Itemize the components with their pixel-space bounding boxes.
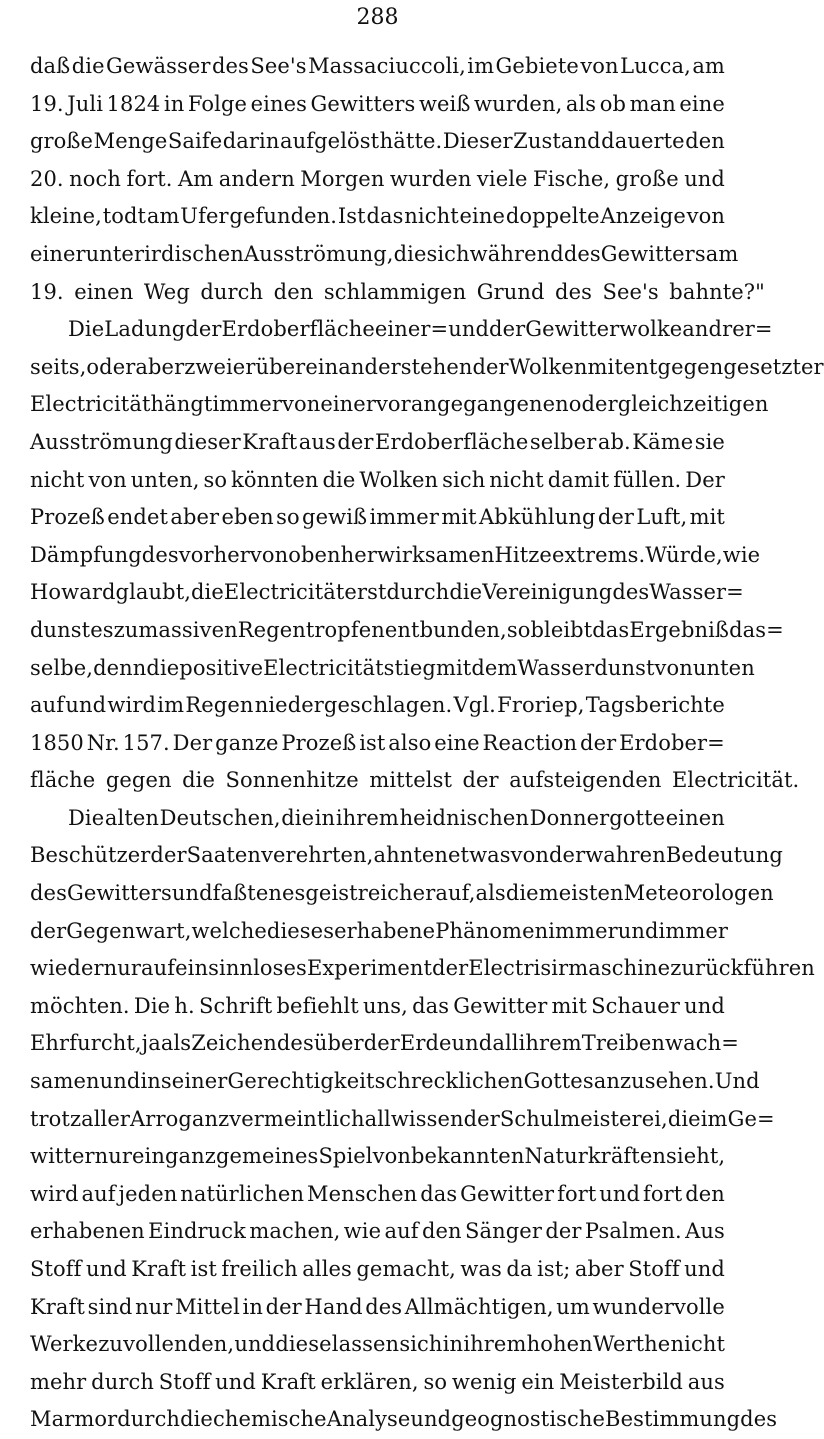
text-line: Werke zu vollenden, und diese lassen sich in ihrem hohen Werthe nicht <box>30 1332 725 1357</box>
text-line: samen und in seiner Gerechtigkeit schrecklichen Gottes anzusehen. Und <box>30 1069 760 1094</box>
text-line: Kraft sind nur Mittel in der Hand des Allmächtigen, um wundervolle <box>30 1294 725 1319</box>
text-line: dunstes zu massiven Regentropfen entbunden, so bleibt das Ergebniß das= <box>30 617 784 642</box>
text-line: 1850 Nr. 157. Der ganze Prozeß ist also eine Reaction der Erdober= <box>30 730 725 755</box>
text-line: fläche gegen die Sonnenhitze mittelst der aufsteigenden Electricität. <box>30 768 800 793</box>
text-line: Beschützer der Saaten verehrten, ahnten etwas von der wahren Bedeutung <box>30 843 783 868</box>
text-line: große Menge Saife darin aufgelöst hätte. Dieser Zustand dauerte den <box>30 129 725 154</box>
text-line: daß die Gewässer des See's Massaciuccoli, im Gebiete von Lucca, am <box>30 54 725 78</box>
text-line: nicht von unten, so könnten die Wolken sich nicht damit füllen. Der <box>30 467 725 492</box>
text-line: 20. noch fort. Am andern Morgen wurden viele Fische, große und <box>30 166 725 191</box>
text-line: einer unterirdischen Ausströmung, die sich während des Gewitters am <box>30 241 739 266</box>
text-line: witter nur ein ganz gemeines Spiel von bekannten Naturkräften sieht, <box>30 1144 726 1169</box>
text-line: Howard glaubt, die Electricität erst durch die Vereinigung des Wasser= <box>30 580 744 605</box>
text-line: Marmor durch die chemische Analyse und geognostische Bestimmung des <box>30 1407 778 1432</box>
text-line: Dämpfung des vorher von oben her wirksamen Hitzeextrems. Würde, wie <box>30 542 761 567</box>
text-line: 19. einen Weg durch den schlammigen Grund des See's bahnte?" <box>30 279 765 304</box>
text-line: 19. Juli 1824 in Folge eines Gewitters weiß wurden, als ob man eine <box>30 91 725 116</box>
text-line: seits, oder aber zweier über einander stehender Wolken mit entgegengesetzter <box>30 354 824 379</box>
text-line: des Gewitters und faßten es geistreicher auf, als die meisten Meteorologen <box>30 881 774 906</box>
text-line: Ausströmung dieser Kraft aus der Erdoberfläche selber ab. Käme sie <box>30 429 725 454</box>
text-line: der Gegenwart, welche dieses erhabene Phänomen immer und immer <box>30 918 729 943</box>
text-line: Die Ladung der Erdoberfläche einer= und der Gewitterwolke andrer= <box>68 317 773 342</box>
text-line: kleine, todt am Ufer gefunden. Ist das nicht eine doppelte Anzeige von <box>30 204 725 229</box>
text-line: mehr durch Stoff und Kraft erklären, so wenig ein Meisterbild aus <box>30 1369 725 1394</box>
text-line: Stoff und Kraft ist freilich alles gemacht, was da ist; aber Stoff und <box>30 1257 725 1281</box>
text-line: wieder nur auf ein sinnloses Experiment der Electrisirmaschine zurückführen <box>30 956 815 981</box>
text-line: trotz aller Arroganz vermeintlich allwissender Schulmeisterei, die im Ge= <box>30 1106 775 1131</box>
text-line: möchten. Die h. Schrift befiehlt uns, das Gewitter mit Schauer und <box>30 993 725 1018</box>
text-line: Ehrfurcht, ja als Zeichen des über der Erde und all ihrem Treiben wach= <box>30 1031 739 1056</box>
body-text <box>30 48 824 1439</box>
text-line: Prozeß endet aber eben so gewiß immer mit Abkühlung der Luft, mit <box>30 505 725 530</box>
text-line: Electricität hängt immer von einer vorangegangenen oder gleichzeitigen <box>30 392 769 417</box>
text-line: selbe, denn die positive Electricität stieg mit dem Wasserdunst von unten <box>30 655 755 680</box>
page-number: 288 <box>356 5 399 30</box>
text-line: auf und wird im Regen niedergeschlagen. Vgl. Froriep, Tagsberichte <box>30 693 725 718</box>
text-line: Die alten Deutschen, die in ihrem heidnischen Donnergotte einen <box>68 805 725 830</box>
text-line: wird auf jeden natürlichen Menschen das Gewitter fort und fort den <box>30 1181 725 1206</box>
text-line: erhabenen Eindruck machen, wie auf den Sänger der Psalmen. Aus <box>30 1219 725 1244</box>
